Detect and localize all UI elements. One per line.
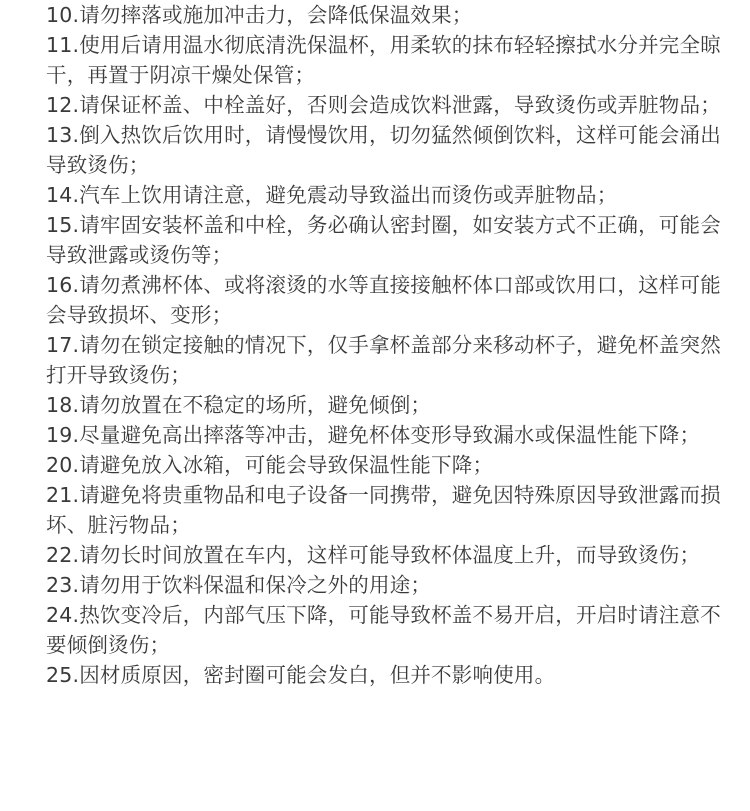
notice-item-22: 22.请勿长时间放置在车内，这样可能导致杯体温度上升，而导致烫伤； [46,543,701,567]
notice-item-11: 11.使用后请用温水彻底清洗保温杯，用柔软的抹布轻轻擦拭水分并完全晾干，再置于阴凉干燥处保管； [46,33,721,87]
notice-item-17: 17.请勿在锁定接触的情况下，仅手拿杯盖部分来移动杯子，避免杯盖突然打开导致烫伤； [46,333,721,387]
notice-item-10: 10.请勿摔落或施加冲击力，会降低保温效果； [46,3,473,27]
notice-item-23: 23.请勿用于饮料保温和保冷之外的用途； [46,573,432,597]
notice-item-24: 24.热饮变冷后，内部气压下降，可能导致杯盖不易开启，开启时请注意不要倾倒烫伤； [46,603,721,657]
notice-item-16: 16.请勿煮沸杯体、或将滚烫的水等直接接触杯体口部或饮用口，这样可能会导致损坏、变形； [46,273,721,327]
notice-item-13: 13.倒入热饮后饮用时，请慢慢饮用，切勿猛然倾倒饮料，这样可能会涌出导致烫伤； [46,123,721,177]
notice-item-20: 20.请避免放入冰箱，可能会导致保温性能下降； [46,453,494,477]
usage-notice-list [46,0,736,690]
notice-item-14: 14.汽车上饮用请注意，避免震动导致溢出而烫伤或弄脏物品； [46,183,618,207]
notice-item-25: 25.因材质原因，密封圈可能会发白，但并不影响使用。 [46,663,556,687]
notice-item-21: 21.请避免将贵重物品和电子设备一同携带，避免因特殊原因导致泄露而损坏、脏污物品； [46,483,721,537]
notice-item-15: 15.请牢固安装杯盖和中栓，务必确认密封圈，如安装方式不正确，可能会导致泄露或烫伤等； [46,213,721,267]
notice-item-12: 12.请保证杯盖、中栓盖好，否则会造成饮料泄露，导致烫伤或弄脏物品； [46,93,721,117]
notice-item-19: 19.尽量避免高出摔落等冲击，避免杯体变形导致漏水或保温性能下降； [46,423,701,447]
notice-item-18: 18.请勿放置在不稳定的场所，避免倾倒； [46,393,432,417]
